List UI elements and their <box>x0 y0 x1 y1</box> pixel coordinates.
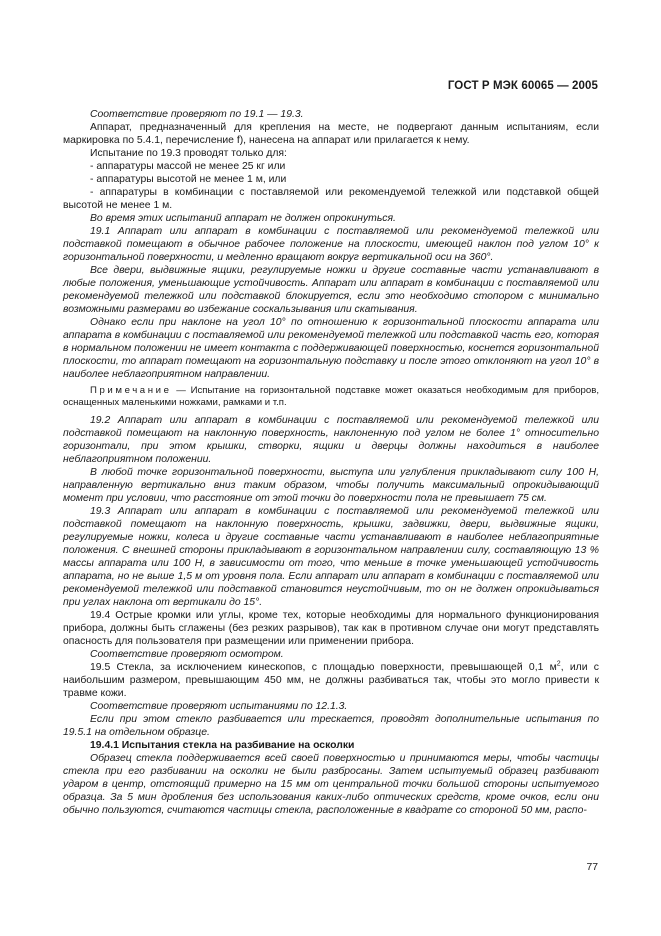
page-content <box>63 108 599 817</box>
paragraph: В любой точке горизонтальной поверхности, выступа или углубления прикладывают силу 100 Н, направленную вертикально вниз таким образом, чтобы получить максимальный опрокидывающий момент при условии, что расстояние от этой точки до поверхности пола не превышает 75 см. <box>63 466 599 504</box>
paragraph: Соответствие проверяют осмотром. <box>90 648 284 660</box>
paragraph: Соответствие проверяют испытаниями по 12.1.3. <box>90 700 348 712</box>
clause-19-4: 19.4 Острые кромки или углы, кроме тех, которые необходимы для нормального функционирования прибора, должны быть сглажены (без резких разрывов), так как в противном случае они могут представлять опасность для пользователя при размещении или применении прибора. <box>63 609 599 647</box>
paragraph: Соответствие проверяют по 19.1 — 19.3. <box>90 109 304 120</box>
superscript: 2 <box>556 660 561 668</box>
paragraph: Во время этих испытаний аппарат не должен опрокинуться. <box>90 213 396 224</box>
list-item: - аппаратуры высотой не менее 1 м, или <box>90 174 287 185</box>
clause-19-3: 19.3 Аппарат или аппарат в комбинации с поставляемой или рекомендуемой тележкой или подставкой помещают на наклонную поверхность, крышки, задвижки, двери, выдвижные ящики, регулируемые ножки, колеса и другие составные части устанавливают в наиболее неблагоприятные положения. С внешней стороны прикладывают в горизонтальном направлении силу, составляющую 13 % массы аппарата или 100 Н, в зависимости от того, что меньше в точке уменьшающей устойчивость аппарата, но не выше 1,5 м от уровня пола. Если аппарат или аппарат в комбинации с поставляемой или рекомендуемой тележкой или подставкой становится неустойчивым, то он не должен опрокидываться при углах наклона от вертикали до 15°. <box>63 505 599 608</box>
note-label: Примечание <box>90 385 172 396</box>
clause-19-1: 19.1 Аппарат или аппарат в комбинации с поставляемой или рекомендуемой тележкой или подставкой помещают в обычное рабочее положение на плоскости, имеющей наклон под углом 10° к горизонтальной поверхности, и медленно вращают вокруг вертикальной оси на 360°. <box>63 226 599 263</box>
clause-19-2: 19.2 Аппарат или аппарат в комбинации с поставляемой или рекомендуемой тележкой или подставкой помещают на наклонную поверхность, наклоненную под углом не более 1° относительно горизонтали, при этом крышки, створки, ящики и дверцы должны находиться в наиболее неблагоприятном положении. <box>63 414 599 465</box>
note-text: — Испытание на горизонтальной подставке может оказаться необходимым для приборов, оснащенных маленькими ножками, рамками и т.п. <box>63 385 599 409</box>
clause-19-5 <box>63 661 599 700</box>
section-heading: 19.4.1 Испытания стекла на разбивание на осколки <box>90 739 355 751</box>
paragraph: Однако если при наклоне на угол 10° по отношению к горизонтальной плоскости аппарата или аппарата в комбинации с поставляемой или рекомендуемой тележкой или подставкой часть его, которая в нормальном положении не имеет контакта с поддерживающей поверхностью, коснется горизонтальной плоскости, то аппарат помещают на горизонтальную подставку и после этого отклоняют на угол 10° в наиболее неблагоприятном направлении. <box>63 317 599 380</box>
paragraph: Все двери, выдвижные ящики, регулируемые ножки и другие составные части устанавливают в любые положения, уменьшающие устойчивость. Аппарат или аппарат в комбинации с поставляемой или рекомендуемой тележкой или подставкой блокируется, если это необходимо стопором с минимально возможными размерами во избежание соскальзывания или скатывания. <box>63 265 599 315</box>
paragraph: Испытание по 19.3 проводят только для: <box>90 148 287 159</box>
clause-text: , или с наибольшим размером, превышающим 450 мм, не должны разбиваться так, чтобы это могло привести к травме кожи. <box>63 661 599 699</box>
paragraph: Если при этом стекло разбивается или трескается, проводят дополнительные испытания по 19.5.1 на отдельном образце. <box>63 713 599 738</box>
page-number: 77 <box>586 862 598 873</box>
note <box>63 385 599 410</box>
clause-text: 19.5 Стекла, за исключением кинескопов, с площадью поверхности, превышающей 0,1 м <box>90 661 557 673</box>
list-item: - аппаратуры массой не менее 25 кг или <box>90 161 286 172</box>
paragraph: Аппарат, предназначенный для крепления на месте, не подвергают данным испытаниям, если маркировка по 5.4.1, перечисление f), нанесена на аппарат или прилагается к нему. <box>63 122 599 146</box>
list-item: - аппаратуры в комбинации с поставляемой или рекомендуемой тележкой или подставкой общей высотой не менее 1 м. <box>63 187 599 211</box>
paragraph: Образец стекла поддерживается всей своей поверхностью и принимаются меры, чтобы частицы стекла при его разбивании на осколки не были разбросаны. Затем испытуемый образец разбивают ударом в центр, отстоящий примерно на 15 мм от центральной точки большой стороны испытуемого образца. За 5 мин дробления без использования каких-либо оптических средств, кроме очков, если они обычно пользуются, считаются частицы стекла, расположенные в квадрате со стороной 50 мм, распо- <box>63 752 599 816</box>
standard-header: ГОСТ Р МЭК 60065 — 2005 <box>447 80 598 92</box>
